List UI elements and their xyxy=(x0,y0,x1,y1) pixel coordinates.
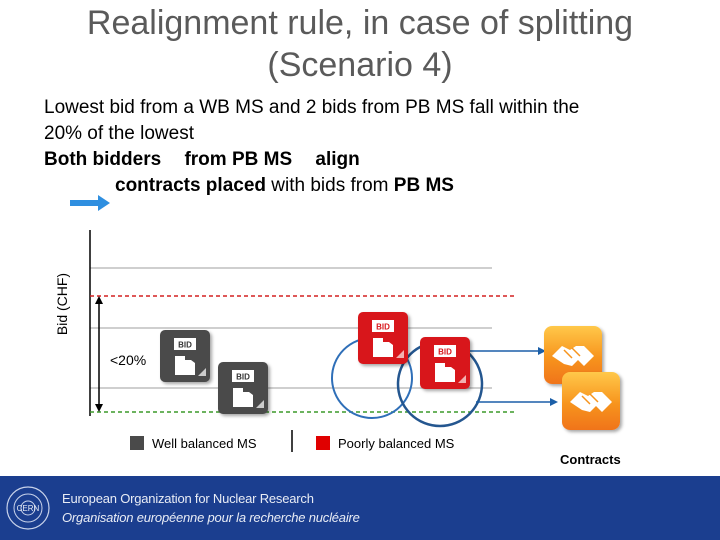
body-line4-b: with bids from xyxy=(266,175,394,196)
bid-card-icon xyxy=(358,312,408,364)
bid-card-icon xyxy=(218,362,268,414)
bid-card-icon xyxy=(420,337,470,389)
legend-item-well-balanced xyxy=(130,436,257,451)
contracts-label: Contracts xyxy=(560,452,621,467)
range-arrow-head-top xyxy=(95,296,103,304)
footer-line2: Organisation européenne pour la recherche nucléaire xyxy=(62,510,360,525)
body-line4 xyxy=(44,173,694,199)
slide-title-line1: Realignment rule, in case of splitting xyxy=(86,4,634,42)
body-line4-a: contracts placed xyxy=(115,175,266,196)
y-axis-label: Bid (CHF) xyxy=(54,272,70,336)
handshake-icon xyxy=(562,372,620,430)
legend-label: Well balanced MS xyxy=(152,436,257,451)
legend-swatch xyxy=(130,436,144,450)
cern-logo xyxy=(4,484,52,532)
bid-card-text: BID xyxy=(376,322,390,332)
legend-label: Poorly balanced MS xyxy=(338,436,455,451)
legend-swatch xyxy=(316,436,330,450)
bid-card-text: BID xyxy=(178,340,192,350)
bid-card-icon xyxy=(160,330,210,382)
body-line3-a: Both bidders xyxy=(44,149,162,170)
range-label: <20% xyxy=(110,352,147,368)
body-line3 xyxy=(44,147,694,173)
body-line3-b: from PB MS xyxy=(184,149,293,170)
contract-arrow-head xyxy=(550,398,558,406)
slide-body xyxy=(44,95,694,199)
bid-card-text: BID xyxy=(438,347,452,357)
range-arrow-head-bottom xyxy=(95,404,103,412)
bid-card-text: BID xyxy=(236,372,250,382)
body-line2: 20% of the lowest xyxy=(44,123,194,144)
body-line3-c: align xyxy=(315,149,360,170)
body-line4-c: PB MS xyxy=(393,175,454,196)
slide-title-line2: (Scenario 4) xyxy=(267,46,453,84)
legend-item-poorly-balanced xyxy=(316,436,454,451)
slide-title xyxy=(0,2,720,86)
footer-line1: European Organization for Nuclear Research xyxy=(62,491,314,506)
right-arrow-icon xyxy=(70,193,110,213)
body-line1: Lowest bid from a WB MS and 2 bids from PB MS fall within the xyxy=(44,97,580,118)
footer xyxy=(0,476,720,540)
svg-text:CERN: CERN xyxy=(16,504,40,513)
